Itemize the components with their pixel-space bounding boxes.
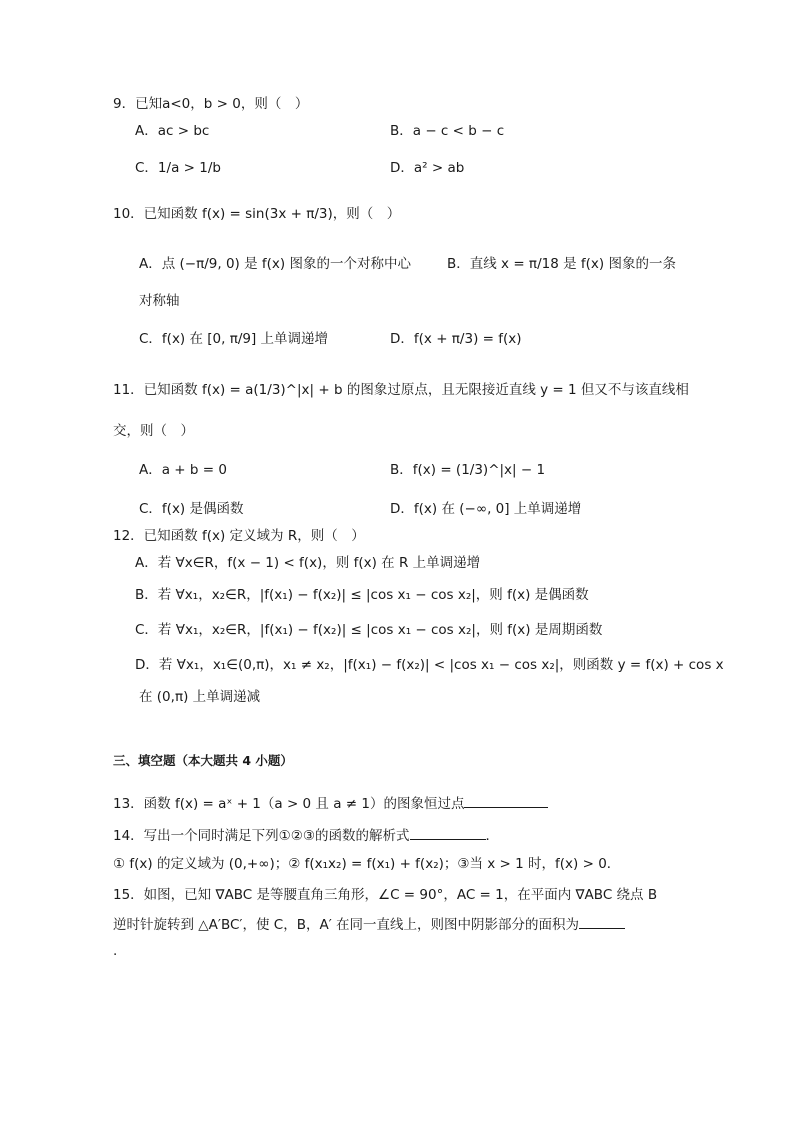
q9-option-a: A．ac > bc: [135, 123, 210, 139]
q12-option-a: A．若 ∀x∈R，f(x − 1) < f(x)，则 f(x) 在 R 上单调递增: [135, 555, 481, 571]
q12-option-d-line2: 在 (0,π) 上单调递减: [139, 689, 261, 705]
q15-answer-blank[interactable]: [579, 913, 625, 929]
q11-option-a: A．a + b = 0: [139, 462, 227, 478]
q13-stem: [113, 792, 548, 815]
q11-option-b: B．f(x) = (1/3)^|x| − 1: [390, 462, 546, 478]
q12-option-b: B．若 ∀x₁，x₂∈R，|f(x₁) − f(x₂)| ≤ |cos x₁ − cos x₂|，则 f(x) 是偶函数: [135, 587, 589, 603]
q12-option-d-line1: D．若 ∀x₁，x₁∈(0,π)，x₁ ≠ x₂，|f(x₁) − f(x₂)| < |cos x₁ − cos x₂|，则函数 y = f(x) + cos x: [135, 657, 724, 673]
q9-stem: 9．已知a<0，b > 0，则（ ）: [113, 96, 309, 112]
q11-stem-line1: 11．已知函数 f(x) = a(1/3)^|x| + b 的图象过原点，且无限接近直线 y = 1 但又不与该直线相: [113, 382, 689, 398]
q12-stem: 12．已知函数 f(x) 定义域为 R，则（ ）: [113, 528, 365, 544]
q14-stem: [113, 824, 499, 847]
q10-option-b-line2: 对称轴: [139, 293, 180, 309]
q14-text: 14．写出一个同时满足下列①②③的函数的解析式: [113, 828, 410, 844]
q10-option-a: A．点 (−π/9, 0) 是 f(x) 图象的一个对称中心: [139, 256, 411, 272]
q9-option-d: D．a² > ab: [390, 160, 465, 176]
q9-option-c: C．1/a > 1/b: [135, 160, 221, 176]
q14-answer-blank[interactable]: [410, 824, 486, 840]
q14-conditions: ① f(x) 的定义域为 (0,+∞)；② f(x₁x₂) = f(x₁) + f(x₂)；③当 x > 1 时，f(x) > 0．: [113, 856, 621, 872]
q13-text: 13．函数 f(x) = aˣ + 1（a > 0 且 a ≠ 1）的图象恒过点: [113, 796, 465, 812]
q15-line2: [113, 913, 625, 936]
q15-line2-text: 逆时针旋转到 △A′BC′，使 C，B，A′ 在同一直线上，则图中阴影部分的面积为: [113, 917, 580, 933]
q11-option-c: C．f(x) 是偶函数: [139, 501, 244, 517]
q9-option-b: B．a − c < b − c: [390, 123, 505, 139]
q15-line1: 15．如图，已知 ∇ABC 是等腰直角三角形，∠C = 90°，AC = 1，在平面内 ∇ABC 绕点 B: [113, 887, 658, 903]
q13-answer-blank[interactable]: [464, 792, 548, 808]
q10-option-b-line1: B．直线 x = π/18 是 f(x) 图象的一条: [447, 256, 676, 272]
q10-option-c: C．f(x) 在 [0, π/9] 上单调递增: [139, 331, 329, 347]
q10-option-d: D．f(x + π/3) = f(x): [390, 331, 522, 347]
q12-option-c: C．若 ∀x₁，x₂∈R，|f(x₁) − f(x₂)| ≤ |cos x₁ − cos x₂|，则 f(x) 是周期函数: [135, 622, 603, 638]
q15-line3: .: [113, 943, 118, 959]
q10-stem: 10．已知函数 f(x) = sin(3x + π/3)，则（ ）: [113, 206, 401, 222]
section-heading-fill-in: 三、填空题（本大题共 4 小题）: [113, 753, 293, 768]
q11-option-d: D．f(x) 在 (−∞, 0] 上单调递增: [390, 501, 582, 517]
q11-stem-line2: 交，则（ ）: [113, 423, 194, 439]
q14-end: ．: [485, 828, 499, 844]
